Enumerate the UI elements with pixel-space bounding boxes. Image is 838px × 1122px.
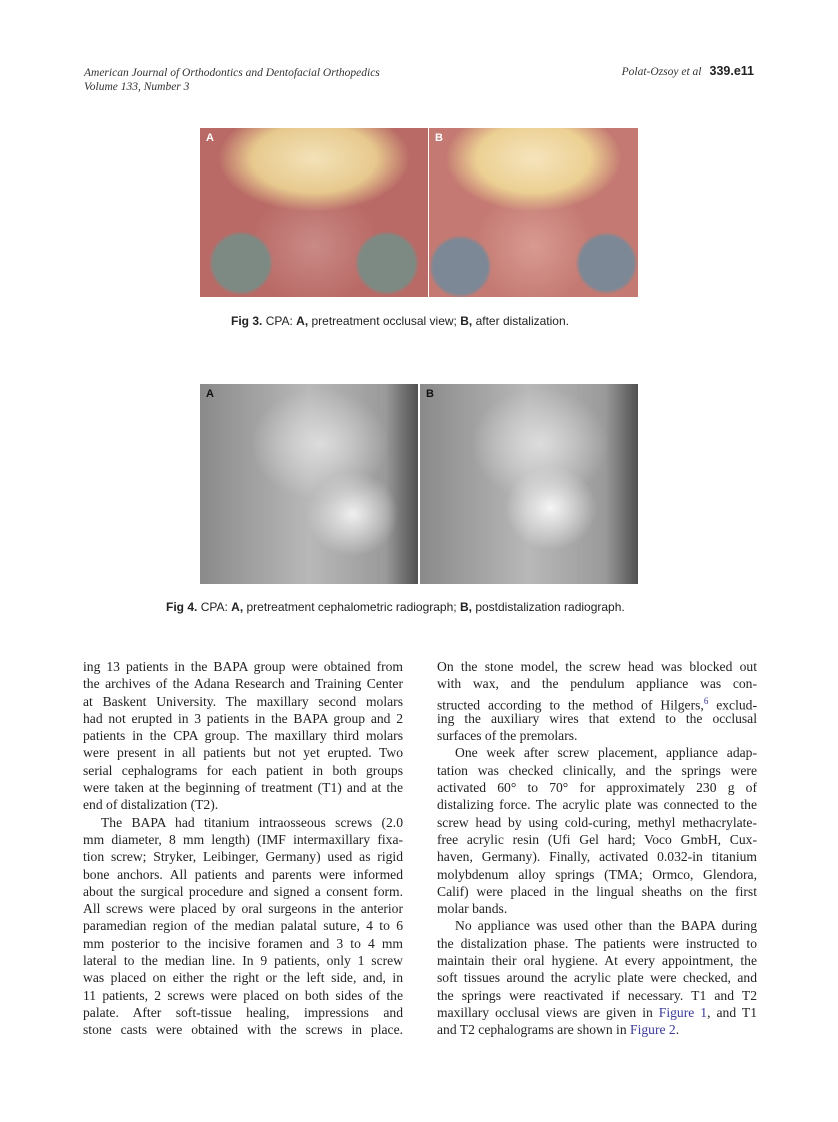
- text-line: [437, 866, 757, 883]
- line-text: and T2 cephalograms are shown in: [437, 1022, 631, 1038]
- line-text: maintain their oral hygiene. At every appointment, the: [437, 953, 757, 969]
- caption-b: B,: [460, 314, 473, 328]
- text-line: [83, 866, 403, 883]
- line-text: All screws were placed by oral surgeons in the anterior: [83, 901, 403, 917]
- figure-4-radiograph: [200, 384, 638, 584]
- text-line: [83, 710, 403, 727]
- figure-3-photo: [200, 128, 638, 297]
- line-text: patients in the CPA group. The maxillary third molars: [83, 728, 403, 744]
- line-text: , and T1: [707, 1004, 757, 1020]
- line-text: had not erupted in 3 patients in the BAPA group and 2: [83, 710, 403, 726]
- text-line: [83, 814, 403, 831]
- text-line: [83, 675, 403, 692]
- line-text: with wax, and the pendulum appliance was con-: [437, 676, 757, 692]
- line-text: mm posterior to the incisive foramen and 3 to 4 mm: [83, 935, 403, 951]
- text-line: [437, 969, 757, 986]
- text-line: [437, 952, 757, 969]
- line-text: stone casts were obtained with the screws in place.: [83, 1022, 403, 1038]
- line-text: exclud-: [708, 697, 757, 713]
- figure-4-caption: [166, 600, 625, 614]
- text-line: [437, 1004, 757, 1021]
- page-number: 339.e11: [709, 64, 754, 78]
- authors: Polat-Ozsoy et al: [621, 66, 702, 78]
- line-text: tation was checked clinically, and the springs were: [437, 762, 757, 778]
- line-text: structed according to the method of Hilgers,: [437, 697, 704, 713]
- caption-text: pretreatment occlusal view;: [311, 314, 457, 328]
- line-text: bone anchors. All patients and parents were informed: [83, 866, 403, 882]
- text-line: [83, 883, 403, 900]
- journal-title: American Journal of Orthodontics and Dentofacial Orthopedics: [84, 67, 380, 79]
- text-line: [83, 900, 403, 917]
- panel-b-radiograph: [420, 384, 638, 584]
- text-line: [437, 848, 757, 865]
- text-line: [83, 935, 403, 952]
- text-line: [83, 779, 403, 796]
- line-text: On the stone model, the screw head was blocked out: [437, 659, 757, 674]
- body-text-left-column: [83, 658, 403, 1039]
- text-line: [83, 848, 403, 865]
- text-line: [437, 814, 757, 831]
- figure-3-caption: [231, 314, 569, 328]
- panel-a-radiograph: [200, 384, 418, 584]
- caption-text: CPA:: [200, 600, 228, 614]
- reference-link[interactable]: 6: [703, 695, 709, 706]
- caption-b: B,: [459, 600, 472, 614]
- line-text: the distalization phase. The patients were instructed to: [437, 935, 757, 951]
- line-text: palate. After soft-tissue healing, impressions and: [83, 1004, 403, 1020]
- text-line: [437, 727, 757, 744]
- line-text: paramedian region of the median palatal suture, 4 to 6: [83, 918, 403, 934]
- text-line: [437, 796, 757, 813]
- line-text: ing the auxiliary wires that extend to the occlusal: [437, 710, 757, 726]
- panel-a-occlusal-photo: [200, 128, 428, 297]
- line-text: were taken at the beginning of treatment (T1) and at the: [83, 780, 403, 796]
- caption-text: CPA:: [265, 314, 293, 328]
- line-text: serial cephalograms for each patient in both groups: [83, 762, 403, 778]
- panel-label-a: A: [206, 132, 214, 144]
- journal-volume: Volume 133, Number 3: [84, 81, 190, 93]
- caption-text: after distalization.: [475, 314, 569, 328]
- text-line: [83, 796, 403, 813]
- line-text: screw head by using cold-curing, methyl methacrylate-: [437, 814, 757, 830]
- line-text: molybdenum alloy springs (TMA; Ormco, Glendora,: [437, 866, 757, 882]
- line-text: the springs were reactivated if necessary. T1 and T2: [437, 987, 757, 1003]
- text-line: [437, 935, 757, 952]
- text-line: [437, 779, 757, 796]
- text-line: [437, 900, 757, 917]
- panel-b-occlusal-photo: [429, 128, 638, 297]
- line-text: surfaces of the premolars.: [437, 728, 578, 744]
- running-header-left: [84, 66, 380, 94]
- line-text: ing 13 patients in the BAPA group were obtained from: [83, 659, 403, 674]
- caption-text: postdistalization radiograph.: [475, 600, 625, 614]
- text-line: [83, 693, 403, 710]
- panel-label-b: B: [435, 132, 443, 144]
- line-text: The BAPA had titanium intraosseous screws (2.0: [101, 814, 403, 830]
- line-text: was placed on either the right or the left side, and, in: [83, 970, 403, 986]
- text-line: [437, 693, 757, 713]
- line-text: No appliance was used other than the BAPA during: [455, 918, 757, 934]
- line-text: molar bands.: [437, 901, 508, 917]
- running-header-right: [622, 64, 754, 79]
- line-text: soft tissues around the acrylic plate were checked, and: [437, 970, 757, 986]
- text-line: [83, 658, 403, 675]
- line-text: lateral to the median line. In 9 patients, only 1 screw: [83, 953, 403, 969]
- body-text-right-column: [437, 658, 757, 1039]
- text-line: [437, 987, 757, 1004]
- text-line: [83, 744, 403, 761]
- line-text: free acrylic resin (Ufi Gel hard; Voco GmbH, Cux-: [437, 831, 757, 847]
- text-line: [83, 952, 403, 969]
- line-text: at Baskent University. The maxillary second molars: [83, 693, 403, 709]
- line-text: activated 60° to 70° for approximately 230 g of: [437, 780, 757, 796]
- text-line: [83, 1004, 403, 1021]
- caption-a: A,: [231, 600, 244, 614]
- figure-link[interactable]: Figure 1: [658, 1004, 708, 1020]
- line-text: mm diameter, 8 mm length) (IMF intermaxillary fixa-: [83, 831, 403, 847]
- text-line: [83, 727, 403, 744]
- text-line: [437, 710, 757, 727]
- text-line: [83, 969, 403, 986]
- line-text: haven, Germany). Finally, activated 0.032-in titanium: [437, 849, 757, 865]
- panel-label-b: B: [426, 388, 434, 400]
- text-line: [83, 1021, 403, 1038]
- caption-text: pretreatment cephalometric radiograph;: [246, 600, 457, 614]
- line-text: 11 patients, 2 screws were placed on both sides of the: [83, 987, 403, 1003]
- text-line: [437, 831, 757, 848]
- text-line: [83, 987, 403, 1004]
- caption-a: A,: [296, 314, 309, 328]
- line-text: One week after screw placement, appliance adap-: [455, 745, 757, 761]
- text-line: [437, 675, 757, 692]
- text-line: [83, 762, 403, 779]
- line-text: maxillary occlusal views are given in: [437, 1004, 659, 1020]
- caption-label: Fig 3.: [231, 314, 263, 328]
- line-text: .: [675, 1022, 680, 1038]
- line-text: tion screw; Stryker, Leibinger, Germany) used as rigid: [83, 849, 403, 865]
- text-line: [437, 744, 757, 761]
- line-text: were present in all patients but not yet erupted. Two: [83, 745, 403, 761]
- figure-link[interactable]: Figure 2: [630, 1022, 676, 1038]
- line-text: the archives of the Adana Research and Training Center: [83, 676, 403, 692]
- line-text: end of distalization (T2).: [83, 797, 219, 813]
- panel-label-a: A: [206, 388, 214, 400]
- text-line: [83, 917, 403, 934]
- caption-label: Fig 4.: [166, 600, 198, 614]
- text-line: [437, 658, 757, 675]
- text-line: [437, 883, 757, 900]
- line-text: Calif) were placed in the lingual sheaths on the first: [437, 883, 757, 899]
- text-line: [83, 831, 403, 848]
- line-text: distalizing force. The acrylic plate was connected to the: [437, 797, 757, 813]
- line-text: about the surgical procedure and signed a consent form.: [83, 883, 403, 899]
- text-line: [437, 917, 757, 934]
- text-line: [437, 762, 757, 779]
- text-line: [437, 1021, 757, 1038]
